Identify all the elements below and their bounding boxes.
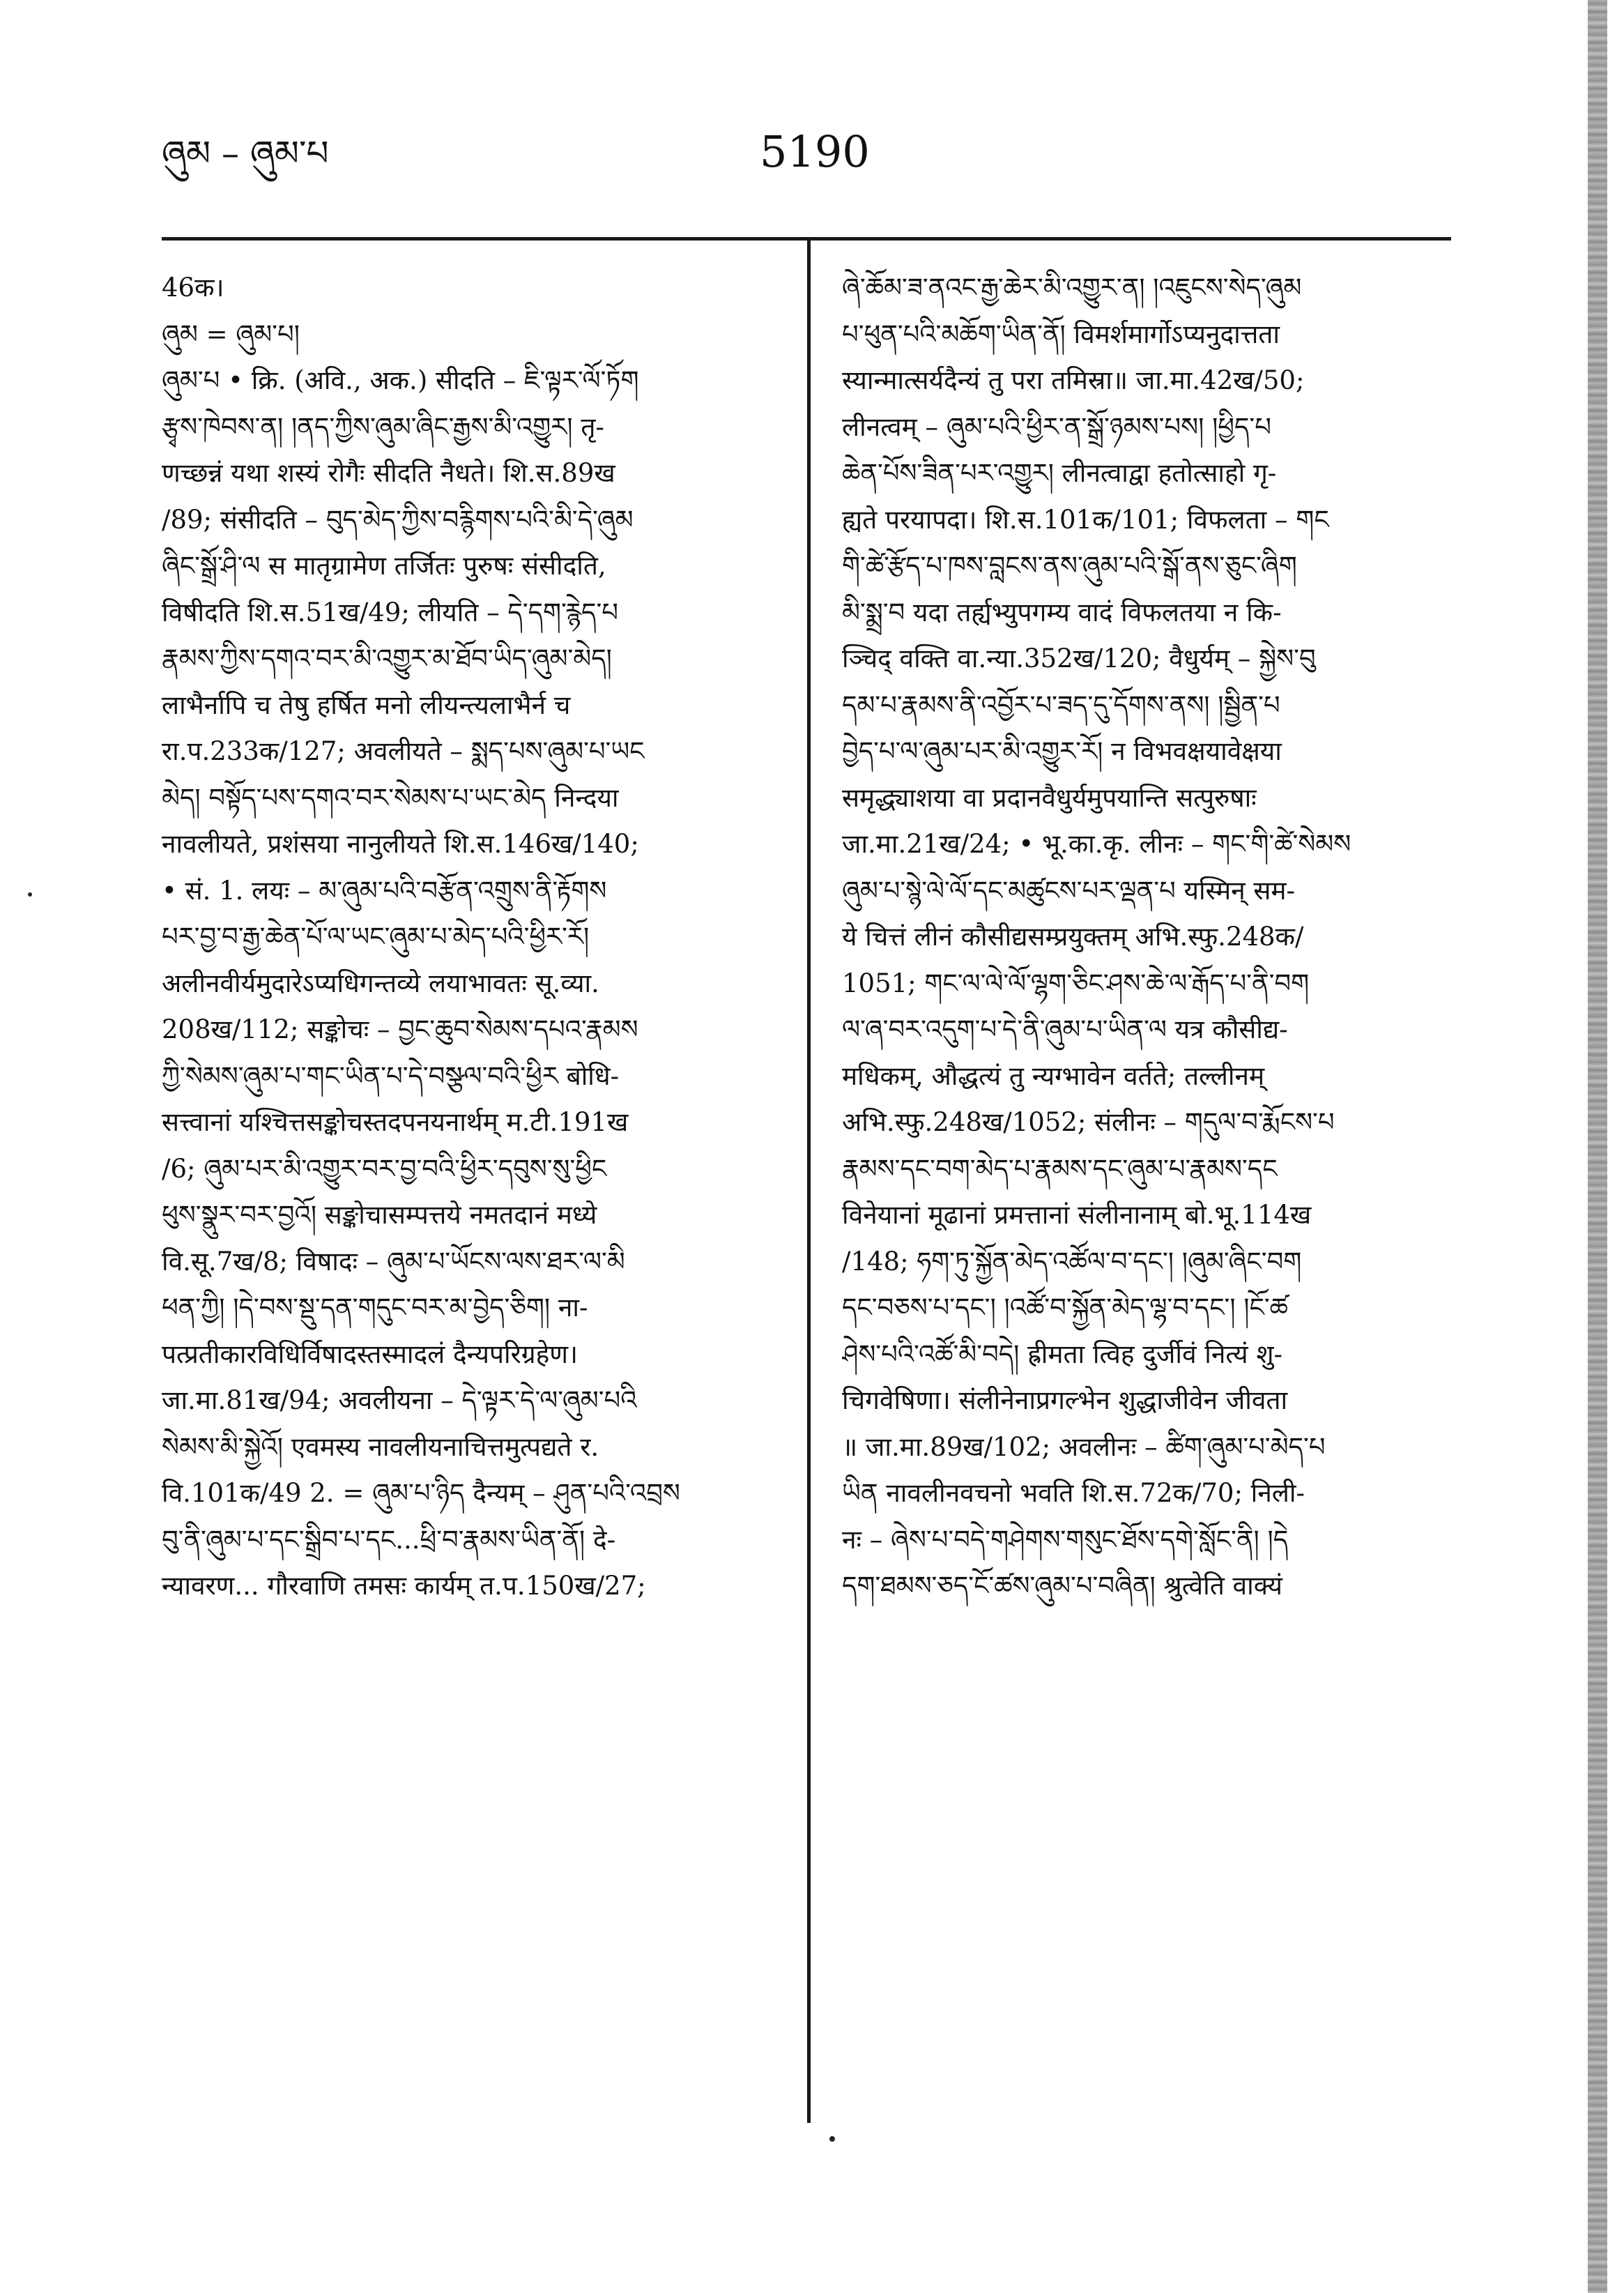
line-text: རྩྭས་ཁེབས་ན། །ནད་ཀྱིས་ཞུམ་ཞིང་རྒྱས་མི་འགྱུར། तृ-	[162, 411, 604, 442]
line-text: ञ्चिद् वक्ति वा.न्या.352ख/120; वैधुर्यम् – སྐྱེས་བུ	[842, 643, 1316, 673]
line-text: དམ་པ་རྣམས་ནི་འབྱོར་པ་ཟད་དུ་དོགས་ནས། །སྦྱིན་པ	[842, 690, 1280, 720]
text-line	[162, 868, 775, 915]
line-text: नावलीयते, प्रशंसया नानुलीयते शि.स.146ख/140;	[162, 829, 639, 859]
column-divider	[807, 241, 811, 2123]
line-text: པ་ཕུན་པའི་མཆོག་ཡིན་ནོ། विमर्शमार्गोऽप्यनुदात्तता	[842, 319, 1280, 349]
scan-edge-shadow	[1588, 0, 1607, 2293]
text-line	[162, 1099, 775, 1146]
text-line	[162, 1239, 775, 1286]
text-line	[162, 1517, 775, 1564]
text-line	[842, 543, 1455, 590]
text-line	[162, 1192, 775, 1239]
text-line	[162, 1332, 775, 1378]
text-line	[162, 543, 775, 590]
text-line	[842, 1053, 1455, 1100]
text-line	[162, 1146, 775, 1193]
page-number: 5190	[760, 126, 870, 177]
text-line	[842, 1517, 1455, 1564]
text-line	[842, 265, 1455, 312]
line-text: विषीदति शि.स.51ख/49; लीयति – དེ་དག་རྙེད་པ	[162, 597, 618, 627]
text-line	[842, 312, 1455, 358]
text-line	[842, 868, 1455, 915]
text-line	[162, 683, 775, 729]
line-text: པར་བྱ་བ་རྒྱ་ཆེན་པོ་ལ་ཡང་ཞུམ་པ་མེད་པའི་ཕྱིར་རོ།	[162, 922, 590, 952]
line-text: རྣམས་དང་བག་མེད་པ་རྣམས་དང་ཞུམ་པ་རྣམས་དང	[842, 1153, 1278, 1184]
text-line	[162, 1378, 775, 1424]
text-line	[162, 1470, 775, 1517]
line-text: མི་སྨྲ་བ यदा तर्ह्यभ्युपगम्य वादं विफलतया न कि-	[842, 597, 1282, 627]
text-line	[162, 497, 775, 544]
line-text: /89; संसीदति – བུད་མེད་ཀྱིས་བརྙིགས་པའི་མི་དེ་ཞུམ	[162, 504, 634, 535]
text-line	[842, 636, 1455, 683]
text-line	[162, 1563, 775, 1610]
text-line	[842, 450, 1455, 497]
stray-mark	[829, 2136, 835, 2142]
line-text: ཞིང་སྒྲོ་ཤི་ལ स मातृग्रामेण तर्जितः पुरुषः संसीदति,	[162, 551, 606, 581]
line-text: ཞུམ་པ • क्रि. (अवि., अक.) सीदति – ཇི་ལྟར་ལོ་ཏོག	[162, 365, 639, 395]
line-text: /6; ཞུམ་པར་མི་འགྱུར་བར་བྱ་བའི་ཕྱིར་དབུས་སུ་ཕྱིང	[162, 1153, 607, 1184]
line-text: ཆེན་པོས་ཟིན་པར་འགྱུར། लीनत्वाद्वा हतोत्साहो गृ-	[842, 458, 1277, 488]
line-text: མེད། བསྟོད་པས་དགའ་བར་སེམས་པ་ཡང་མེད निन्दया	[162, 782, 619, 813]
line-text: • सं. 1. लयः – མ་ཞུམ་པའི་བརྩོན་འགྲུས་ནི་རྟོགས	[162, 875, 607, 906]
text-line	[842, 1239, 1455, 1286]
line-text: लीनत्वम् – ཞུམ་པའི་ཕྱིར་ན་སྒྲོ་ཉམས་པས། །ཕྱིད་པ	[842, 411, 1271, 442]
line-text: न्यावरण... गौरवाणि तमसः कार्यम् त.प.150ख/27;	[162, 1571, 646, 1601]
text-line	[842, 914, 1455, 961]
text-line	[842, 1563, 1455, 1610]
text-line	[842, 1332, 1455, 1378]
line-text: जा.मा.21ख/24; • भू.का.कृ. लीनः – གང་གི་ཚེ་སེམས	[842, 829, 1351, 859]
text-line	[162, 265, 775, 312]
text-line	[842, 497, 1455, 544]
text-line	[842, 729, 1455, 775]
line-text: ཀྱི་སེམས་ཞུམ་པ་གང་ཡིན་པ་དེ་བསྩལ་བའི་ཕྱིར बोधि-	[162, 1060, 620, 1091]
text-line	[842, 1146, 1455, 1193]
line-text: /148; ཧག་ཏུ་སྐྱོན་མེད་འཚོལ་བ་དང་། །ཞུམ་ཞིང་བག	[842, 1246, 1302, 1277]
text-line	[842, 1470, 1455, 1517]
line-text: समृद्ध्याशया वा प्रदानवैधुर्यमुपयान्ति सत्पुरुषाः	[842, 782, 1257, 813]
line-text: གི་ཚེ་རྩོད་པ་ཁས་བླངས་ནས་ཞུམ་པའི་སྒོ་ནས་ཅུང་ཞིག	[842, 551, 1297, 581]
line-text: चिगवेषिणा। संलीनेनाप्रगल्भेन शुद्धाजीवेन जीवता	[842, 1385, 1288, 1415]
line-text: དང་བཅས་པ་དང་། །འཚོ་བ་སྐྱོན་མེད་ལྷ་བ་དང་། །ངོ་ཚ	[842, 1293, 1288, 1323]
line-text: सत्त्वानां यश्चित्तसङ्कोचस्तदपनयनार्थम् म.टी.191ख	[162, 1107, 629, 1137]
line-text: ये चित्तं लीनं कौसीद्यसम्प्रयुक्तम् अभि.स्फु.248क/	[842, 922, 1304, 952]
line-text: अलीनवीर्यमुदारेऽप्यधिगन्तव्ये लयाभावतः सू.व्या.	[162, 968, 599, 998]
line-text: ཞུམ་པ་སྙེ་ལེ་ལོ་དང་མཚུངས་པར་ལྡན་པ यस्मिन् सम-	[842, 875, 1296, 906]
text-line	[842, 1192, 1455, 1239]
line-text: བུ་ནི་ཞུམ་པ་དང་སྒྲིབ་པ་དང...ཕྲི་བ་རྣམས་ཡིན་ནོ། दे-	[162, 1524, 616, 1555]
line-text: मधिकम्, औद्धत्यं तु न्यग्भावेन वर्तते; तल्लीनम्	[842, 1060, 1265, 1091]
line-text: जा.मा.81ख/94; अवलीयना – དེ་ལྟར་དེ་ལ་ཞུམ་པའི	[162, 1385, 637, 1415]
text-line	[842, 1424, 1455, 1471]
line-text: ॥ जा.मा.89ख/102; अवलीनः – ཚིག་ཞུམ་པ་མེད་པ	[842, 1431, 1326, 1462]
line-text: སེམས་མི་སྐྱེའོ། एवमस्य नावलीयनाचित्तमुत्पद्यते र.	[162, 1431, 599, 1462]
line-text: स्यान्मात्सर्यदैन्यं तु परा तमिस्रा॥ जा.मा.42ख/50;	[842, 365, 1305, 395]
text-line	[162, 590, 775, 637]
line-text: णच्छन्नं यथा शस्यं रोगैः सीदति नैधते। शि.स.89ख	[162, 458, 615, 488]
text-line	[162, 1424, 775, 1471]
header-rule	[162, 237, 1451, 241]
text-line	[162, 821, 775, 868]
line-text: ཞེ་ཆོམ་ཟ་ནའང་རྒྱ་ཆེར་མི་འགྱུར་ན། །འཇུངས་སེད་ཞུམ	[842, 273, 1302, 303]
line-text: བྱེད་པ་ལ་ཞུམ་པར་མི་འགྱུར་རོ། न विभवक्षयावेक्षया	[842, 736, 1282, 766]
text-line	[162, 961, 775, 1007]
line-text: पत्प्रतीकारविधिर्विषादस्तस्मादलं दैन्यपरिग्रहेण।	[162, 1339, 578, 1369]
line-text: लाभैर्नापि च तेषु हर्षित मनो लीयन्त्यलाभैर्न च	[162, 690, 571, 720]
text-line	[162, 450, 775, 497]
text-line	[162, 775, 775, 822]
line-text: 1051; གང་ལ་ལེ་ལོ་ལྷག་ཅིང་ཤས་ཆེ་ལ་རྒོད་པ་ནི་བག	[842, 968, 1310, 998]
text-line	[842, 683, 1455, 729]
text-line	[842, 358, 1455, 404]
line-text: རྣམས་ཀྱིས་དགའ་བར་མི་འགྱུར་མ་ཐོབ་ཡིད་ཞུམ་མེད།	[162, 643, 612, 673]
line-text: ཕན་ཀྱི། །དེ་བས་སྡུ་དན་གདུང་བར་མ་བྱེད་ཅིག། ना-	[162, 1293, 588, 1323]
line-text: དག་ཐམས་ཅད་ངོ་ཚས་ཞུམ་པ་བཞིན། श्रुत्वेति वाक्यं	[842, 1571, 1282, 1601]
text-line	[842, 1007, 1455, 1053]
text-line	[162, 729, 775, 775]
line-text: ཤེས་པའི་འཚོ་མི་བདེ། ह्रीमता त्विह दुर्जीवं नित्यं शु-	[842, 1339, 1283, 1369]
text-line	[162, 1053, 775, 1100]
line-text: रा.प.233क/127; अवलीयते – སྨད་པས་ཞུམ་པ་ཡང	[162, 736, 645, 766]
line-text: वि.सू.7ख/8; विषादः – ཞུམ་པ་ཡོངས་ལས་ཐར་ལ་མི	[162, 1246, 625, 1277]
text-line	[162, 312, 775, 358]
text-line	[162, 636, 775, 683]
text-line	[162, 1007, 775, 1053]
line-text: नः – ཞེས་པ་བདེ་གཤེགས་གསུང་ཐོས་དགེ་སློང་ནི། །དེ	[842, 1524, 1289, 1555]
line-text: 46क।	[162, 273, 224, 303]
line-text: विनेयानां मूढानां प्रमत्तानां संलीनानाम् बो.भू.114ख	[842, 1200, 1312, 1230]
text-line	[842, 1378, 1455, 1424]
text-line	[842, 1099, 1455, 1146]
line-text: वि.101क/49 2. = ཞུམ་པ་ཉིད दैन्यम् – ཤུན་པའི་འབྲས	[162, 1478, 680, 1508]
text-line	[842, 961, 1455, 1007]
text-line	[842, 590, 1455, 637]
line-text: अभि.स्फु.248ख/1052; संलीनः – གདུལ་བ་རྨོངས་པ	[842, 1107, 1335, 1137]
text-line	[842, 821, 1455, 868]
line-text: ལ་ཞ་བར་འདུག་པ་དེ་ནི་ཞུམ་པ་ཡིན་ལ यत्र कौसीद्य-	[842, 1014, 1288, 1044]
stray-mark	[28, 892, 32, 897]
text-line	[842, 1285, 1455, 1332]
text-line	[162, 358, 775, 404]
left-column	[162, 265, 775, 1610]
line-text: ཕུས་སྣུར་བར་བྱའོ། सङ्कोचासम्पत्तये नमतदानं मध्ये	[162, 1200, 597, 1230]
text-line	[162, 1285, 775, 1332]
line-text: 208ख/112; सङ्कोचः – བྱང་ཆུབ་སེམས་དཔའ་རྣམས	[162, 1014, 638, 1044]
text-line	[162, 404, 775, 451]
line-text: ཡིན नावलीनवचनो भवति शि.स.72क/70; निली-	[842, 1478, 1305, 1508]
running-head: ཞུམ – ཞུམ་པ	[162, 133, 329, 174]
line-text: ह्यते परयापदा। शि.स.101क/101; विफलता – གང	[842, 504, 1329, 535]
text-line	[842, 404, 1455, 451]
text-line	[842, 775, 1455, 822]
text-line	[162, 914, 775, 961]
right-column	[842, 265, 1455, 1610]
line-text: ཞུམ = ཞུམ་པ།	[162, 319, 300, 349]
